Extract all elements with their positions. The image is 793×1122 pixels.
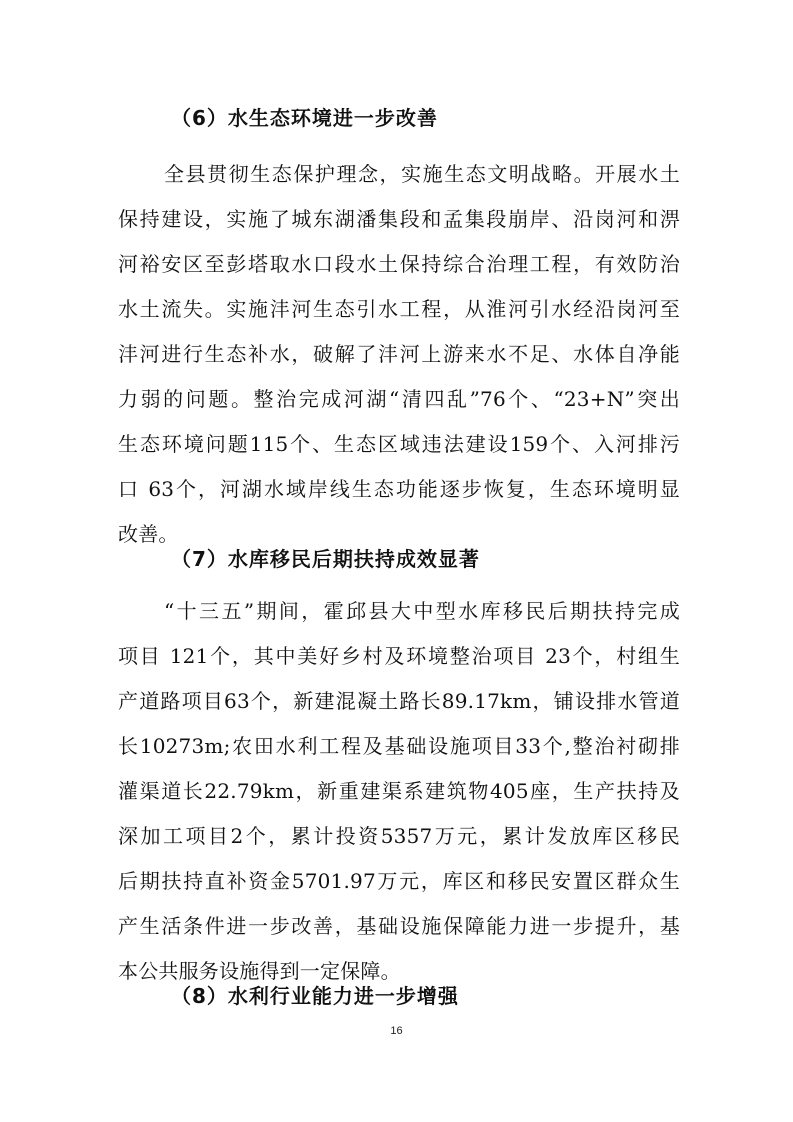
paragraph-line: 力弱的问题。整治完成河湖“清四乱”76个、“23+N”突出 [118,387,680,411]
paragraph-line: 产道路项目63个，新建混凝土路长89.17km，铺设排水管道 [118,689,680,713]
paragraph-line: 全县贯彻生态保护理念，实施生态文明战略。开展水土 [164,162,680,186]
section-heading-7: （7）水库移民后期扶持成效显著 [171,547,480,571]
paragraph-line: 生态环境问题115个、生态区域违法建设159个、入河排污 [118,432,680,456]
paragraph-line: 改善。 [118,522,179,546]
paragraph-line: 水土流失。实施沣河生态引水工程，从淮河引水经沿岗河至 [118,297,680,321]
section-heading-8: （8）水利行业能力进一步增强 [171,984,459,1008]
paragraph-line: 长10273m;农田水利工程及基础设施项目33个,整治衬砌排 [118,734,680,758]
paragraph-line: 灌渠道长22.79km，新重建渠系建筑物405座，生产扶持及 [118,779,680,803]
paragraph-line: 河裕安区至彭塔取水口段水土保持综合治理工程，有效防治 [118,252,680,276]
paragraph-line: 项目 121个，其中美好乡村及环境整治项目 23个，村组生 [118,644,680,668]
section-paragraph-7 [118,599,680,1004]
section-heading-6: （6）水生态环境进一步改善 [171,106,438,130]
paragraph-line: 口 63个，河湖水域岸线生态功能逐步恢复，生态环境明显 [118,477,680,501]
paragraph-line: 后期扶持直补资金5701.97万元，库区和移民安置区群众生 [118,869,680,893]
page-number: 16 [390,1025,403,1037]
section-paragraph-6 [118,162,680,567]
paragraph-line: 产生活条件进一步改善，基础设施保障能力进一步提升，基 [118,914,680,938]
paragraph-line: 深加工项目2个，累计投资5357万元，累计发放库区移民 [118,824,680,848]
paragraph-line: 沣河进行生态补水，破解了沣河上游来水不足、水体自净能 [118,342,680,366]
paragraph-line: “十三五”期间，霍邱县大中型水库移民后期扶持完成 [164,599,680,623]
paragraph-line: 本公共服务设施得到一定保障。 [118,959,401,983]
paragraph-line: 保持建设，实施了城东湖潘集段和孟集段崩岸、沿岗河和淠 [118,207,680,231]
